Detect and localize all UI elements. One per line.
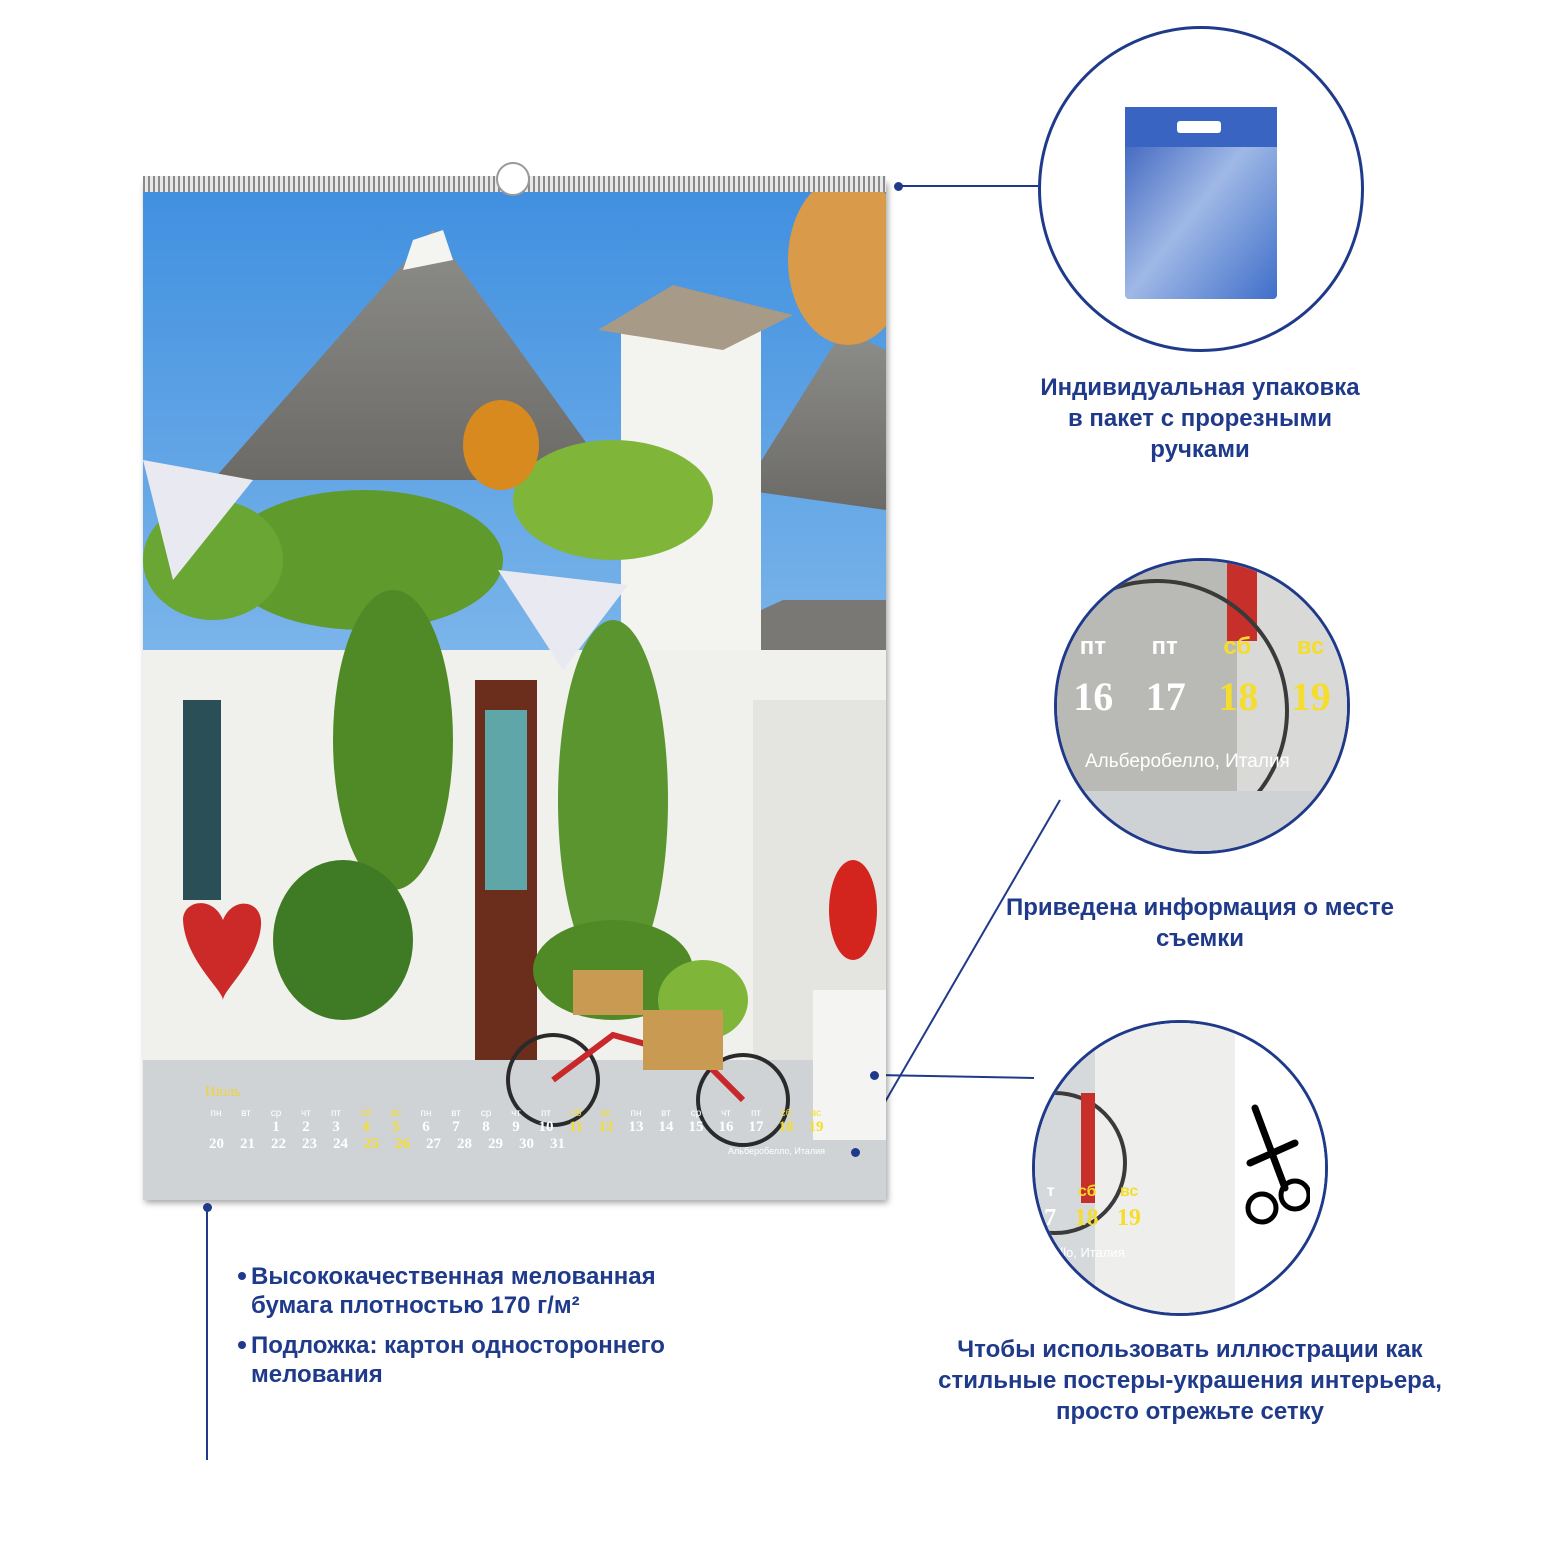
day-number: 3	[332, 1119, 340, 1135]
weekday-header: вт	[451, 1108, 461, 1119]
day-number: 4	[362, 1119, 370, 1135]
alberobello-photo	[143, 180, 886, 1200]
day-number: 14	[658, 1119, 674, 1135]
day-number: 31	[550, 1136, 565, 1152]
cut-number-row	[1035, 1205, 1150, 1232]
weekday-header: сб	[780, 1108, 792, 1119]
cut-grid-circle	[1032, 1020, 1328, 1316]
day-number: 13	[628, 1119, 644, 1135]
location-info-circle	[1054, 558, 1350, 854]
connector-dot	[894, 182, 903, 191]
day-number: 15	[688, 1119, 704, 1135]
cut-weekday: т	[1046, 1183, 1055, 1200]
weekday-header: чт	[301, 1108, 311, 1119]
day-number: 24	[333, 1136, 348, 1152]
weekday-header: чт	[511, 1108, 521, 1119]
weekday-header: вс	[810, 1108, 822, 1119]
cut-number: 18	[1074, 1205, 1099, 1231]
weekday-header: сб	[360, 1108, 372, 1119]
weekday-header: чт	[721, 1108, 731, 1119]
weekday-header: пн	[210, 1108, 222, 1119]
zoom-number-row	[1057, 673, 1347, 720]
zoom-number: 18	[1218, 674, 1259, 719]
weekday-header: сб	[570, 1108, 582, 1119]
day-number: 2	[302, 1119, 310, 1135]
cut-weekday-row	[1035, 1183, 1150, 1201]
day-number: 25	[364, 1136, 379, 1152]
day-number: 22	[271, 1136, 286, 1152]
packaging-caption: Индивидуальная упаковка в пакет с прорезными ручками	[1040, 374, 1360, 464]
weekday-header: пт	[331, 1108, 341, 1119]
list-item	[238, 1331, 678, 1390]
wall-calendar	[143, 180, 886, 1200]
day-number: 29	[488, 1136, 503, 1152]
weekday-header: ср	[690, 1108, 702, 1119]
zoom-weekday: сб	[1223, 633, 1252, 660]
list-item	[238, 1262, 678, 1321]
connector-dot	[870, 1071, 879, 1080]
day-number: 10	[538, 1119, 554, 1135]
packaging-circle	[1038, 26, 1364, 352]
weekday-header: пт	[751, 1108, 761, 1119]
day-number: 8	[482, 1119, 490, 1135]
weekday-header: вс	[600, 1108, 612, 1119]
bullet-text: Подложка: картон одностороннего мелования	[251, 1331, 665, 1388]
weekday-header: ср	[480, 1108, 492, 1119]
day-number: 11	[568, 1119, 584, 1135]
zoom-caption: Альберобелло, Италия	[1085, 751, 1290, 772]
hanger-loop	[496, 162, 530, 196]
zoom-weekday-row	[1057, 633, 1347, 661]
weekday-header: пн	[420, 1108, 432, 1119]
weekday-header: вт	[241, 1108, 251, 1119]
zoom-weekday: пт	[1079, 633, 1107, 660]
cut-weekday: вс	[1119, 1183, 1139, 1200]
zoom-number: 19	[1290, 674, 1331, 719]
posters-caption: Чтобы использовать иллюстрации как стильные постеры-украшения интерьера, просто отрежьте сетку	[938, 1336, 1442, 1426]
bullet-dot-icon	[238, 1341, 246, 1349]
cut-caption: ello, Италия	[1053, 1245, 1125, 1260]
cut-weekday: сб	[1077, 1183, 1097, 1200]
day-number: 1	[272, 1119, 280, 1135]
bullet-dot-icon	[238, 1272, 246, 1280]
weekday-header: пн	[630, 1108, 642, 1119]
zoom-weekday: вс	[1296, 633, 1325, 660]
day-number: 16	[718, 1119, 734, 1135]
day-number: 26	[395, 1136, 410, 1152]
month-name: Июль	[205, 1084, 241, 1100]
day-number: 6	[422, 1119, 430, 1135]
day-number: 9	[512, 1119, 520, 1135]
day-number: 17	[748, 1119, 764, 1135]
weekday-header: ср	[270, 1108, 282, 1119]
weekday-header: вт	[661, 1108, 671, 1119]
day-number: 21	[240, 1136, 255, 1152]
day-number: 19	[808, 1119, 824, 1135]
package-bag-icon	[1041, 29, 1361, 349]
paper-specs-list	[238, 1262, 678, 1399]
zoom-number: 16	[1073, 674, 1114, 719]
day-number: 20	[209, 1136, 224, 1152]
day-number	[201, 1119, 231, 1136]
day-number: 7	[452, 1119, 460, 1135]
bullet-text: Высококачественная мелованная бумага плотностью 170 г/м²	[251, 1263, 656, 1320]
location-info-caption: Приведена информация о месте съемки	[1005, 894, 1394, 953]
photo-caption: Альберобелло, Италия	[728, 1146, 826, 1156]
weekday-header: вс	[390, 1108, 402, 1119]
day-number: 23	[302, 1136, 317, 1152]
weekday-header: пт	[541, 1108, 551, 1119]
cut-number: 19	[1116, 1205, 1141, 1231]
day-number: 30	[519, 1136, 534, 1152]
scissors-icon	[1240, 1103, 1310, 1233]
day-number: 5	[392, 1119, 400, 1135]
day-number-row	[201, 1119, 831, 1136]
connector-dot	[851, 1148, 860, 1157]
zoom-number: 17	[1145, 674, 1186, 719]
zoom-weekday: пт	[1151, 633, 1178, 660]
day-number: 27	[426, 1136, 441, 1152]
weekday-header-row	[201, 1108, 831, 1119]
day-number	[231, 1119, 261, 1136]
day-number: 28	[457, 1136, 472, 1152]
day-number: 12	[598, 1119, 614, 1135]
day-number: 18	[778, 1119, 794, 1135]
cut-number: 7	[1044, 1205, 1057, 1231]
connector-dot	[203, 1203, 212, 1212]
